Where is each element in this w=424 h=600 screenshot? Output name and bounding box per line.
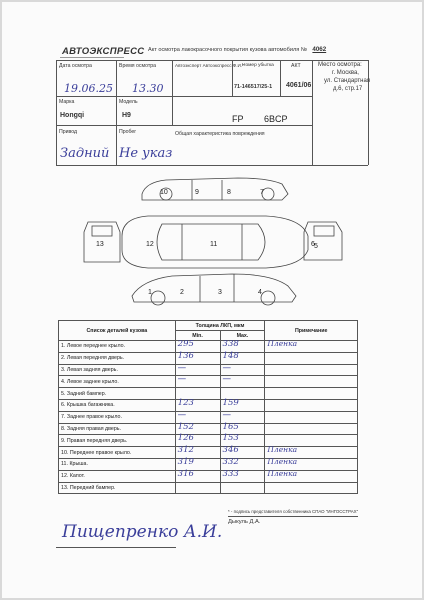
part-name: 4. Левое заднее крыло.: [61, 378, 119, 385]
part-name-cell: [59, 435, 176, 447]
col-header-parts: Список деталей кузова: [59, 321, 176, 341]
car-body-diagram: [82, 170, 346, 314]
time-value: 13.30: [132, 82, 164, 95]
diagram-label-8: 8: [227, 189, 231, 196]
thickness-min: 136: [177, 350, 194, 361]
table-row: [59, 423, 358, 435]
date-label: Дата осмотра: [59, 63, 92, 69]
part-name: 3. Левая задняя дверь.: [61, 366, 118, 373]
part-name-cell: [59, 458, 176, 470]
thickness-min-cell: [175, 482, 220, 494]
brand-value: Hongqi: [60, 112, 85, 119]
diagram-label-13: 13: [96, 241, 104, 248]
part-name: 10. Переднее правое крыло.: [61, 449, 132, 456]
place-line3: д.6, стр.17: [333, 86, 363, 92]
row-note-cell: [265, 482, 358, 494]
inspector-signature-name: Пищепренко А.И.: [62, 522, 223, 542]
thickness-min: —: [177, 409, 187, 420]
thickness-min-cell: [175, 376, 220, 388]
part-name: 7. Заднее правое крыло.: [61, 414, 122, 421]
thickness-max: —: [222, 362, 232, 373]
part-name-cell: [59, 482, 176, 494]
diagram-label-3: 3: [218, 289, 222, 296]
place-label: Место осмотра:: [318, 62, 362, 68]
parts-table-body: [59, 341, 358, 494]
part-name: 1. Левое переднее крыло.: [61, 343, 126, 350]
thickness-max: 333: [222, 468, 239, 479]
thickness-max: 332: [222, 456, 239, 467]
col-header-min: Min.: [175, 331, 220, 341]
part-name: 12. Капот.: [61, 473, 85, 480]
diagram-label-9: 9: [195, 189, 199, 196]
thickness-max: —: [222, 374, 232, 385]
expert-label: Автоэксперт Автоэкспресс Ф.И.*: [175, 63, 244, 68]
diagram-label-7: 7: [260, 189, 264, 196]
row-note-cell: [265, 388, 358, 400]
owner-name: Дыкуль Д.А.: [228, 519, 261, 525]
diagram-label-1: 1: [148, 289, 152, 296]
diagram-label-11: 11: [210, 241, 218, 248]
thickness-max-cell: [220, 376, 265, 388]
drive-value: Задний: [60, 146, 110, 161]
place-line1: г. Москва,: [332, 70, 359, 76]
part-name-cell: [59, 423, 176, 435]
thickness-min: —: [177, 362, 187, 373]
time-label: Время осмотра: [119, 63, 157, 69]
row-note-cell: [265, 341, 358, 353]
act-title: Акт осмотра лакокрасочного покрытия кузова автомобиля № 4062: [148, 46, 327, 53]
policy-value: 71-146517/25-1: [234, 84, 273, 90]
thickness-min: 123: [177, 397, 194, 408]
act-label: АКТ: [291, 63, 301, 69]
thickness-max-cell: [220, 482, 265, 494]
diagram-label-4: 4: [258, 289, 262, 296]
thickness-max: 338: [222, 339, 239, 349]
row-note-cell: [265, 364, 358, 376]
part-name-cell: [59, 352, 176, 364]
thickness-max: —: [222, 409, 232, 420]
table-row: [59, 411, 358, 423]
diagram-label-6: 6: [311, 241, 315, 248]
table-row: [59, 458, 358, 470]
table-row: [59, 435, 358, 447]
parts-thickness-table: [58, 320, 358, 494]
row-note: Пленка: [267, 468, 298, 478]
part-name: 11. Крыша.: [61, 461, 88, 468]
col-header-thickness: Толщина ЛКП, мкм: [175, 321, 265, 331]
row-note-cell: [265, 352, 358, 364]
part-name-cell: [59, 470, 176, 482]
diagram-label-2: 2: [180, 289, 184, 296]
row-note: Пленка: [267, 445, 298, 455]
part-name: 13. Передний бампер.: [61, 484, 116, 491]
table-row: [59, 341, 358, 353]
plate-value: 6BCP: [264, 114, 288, 124]
diagram-label-12: 12: [146, 241, 154, 248]
part-name-cell: [59, 411, 176, 423]
part-name-cell: [59, 388, 176, 400]
thickness-max: 148: [222, 350, 239, 361]
part-name-cell: [59, 341, 176, 353]
thickness-min: 316: [177, 468, 194, 479]
row-note-cell: [265, 376, 358, 388]
part-name: 6. Крышка багажника.: [61, 402, 115, 409]
table-row: [59, 364, 358, 376]
thickness-max: 159: [222, 397, 239, 408]
thickness-min: 295: [177, 339, 194, 349]
table-row: [59, 399, 358, 411]
drive-label: Привод: [59, 129, 78, 135]
part-name: 5. Задний бампер.: [61, 390, 107, 397]
logo-underline: [60, 57, 124, 58]
part-name: 2. Левая передняя дверь.: [61, 355, 125, 362]
part-name-cell: [59, 376, 176, 388]
thickness-min-cell: [175, 470, 220, 482]
thickness-max: 346: [222, 445, 239, 456]
act-value: 4061/06: [286, 82, 312, 89]
part-name-cell: [59, 447, 176, 459]
mileage-value: Не указ: [119, 146, 173, 161]
table-row: [59, 470, 358, 482]
row-note: Пленка: [267, 339, 298, 348]
model-value: H9: [122, 112, 131, 119]
col-header-note: Примечание: [265, 321, 358, 341]
row-note-cell: [265, 399, 358, 411]
table-row: [59, 482, 358, 494]
thickness-min: 126: [177, 433, 194, 444]
thickness-max: 165: [222, 421, 239, 432]
plate-prefix: FP: [232, 114, 244, 124]
thickness-min: —: [177, 374, 187, 385]
act-number: 4062: [312, 46, 327, 53]
table-row: [59, 352, 358, 364]
diagram-label-5: 5: [314, 243, 318, 250]
row-note-cell: [265, 411, 358, 423]
diagram-label-10: 10: [160, 189, 168, 196]
part-name: 9. Правая передняя дверь.: [61, 437, 128, 444]
date-value: 19.06.25: [64, 82, 113, 95]
thickness-min: 319: [177, 456, 194, 467]
table-row: [59, 376, 358, 388]
part-name-cell: [59, 399, 176, 411]
part-name: 8. Задняя правая дверь.: [61, 425, 122, 432]
mileage-label: Пробег: [119, 129, 137, 135]
thickness-max-cell: [220, 470, 265, 482]
row-note-cell: [265, 423, 358, 435]
row-note: Пленка: [267, 456, 298, 466]
row-note-cell: [265, 470, 358, 482]
col-header-max: Max.: [220, 331, 265, 341]
place-line2: ул. Стандартная: [324, 78, 371, 84]
policy-label: Номер убытка: [242, 63, 274, 68]
table-row: [59, 447, 358, 459]
owner-caption: * - подпись представителя собственника СПАО "ИНГОССТРАХ": [228, 509, 359, 514]
damage-label: Общая характеристика повреждения: [175, 131, 265, 137]
thickness-min: 312: [177, 445, 194, 456]
brand-label: Марка: [59, 99, 75, 105]
part-name-cell: [59, 364, 176, 376]
thickness-max: 153: [222, 433, 239, 444]
table-row: [59, 388, 358, 400]
inspection-act-page: [2, 2, 422, 598]
model-label: Модель: [119, 99, 138, 105]
company-logo: АВТОЭКСПРЕСС: [62, 46, 145, 57]
thickness-min: 152: [177, 421, 194, 432]
